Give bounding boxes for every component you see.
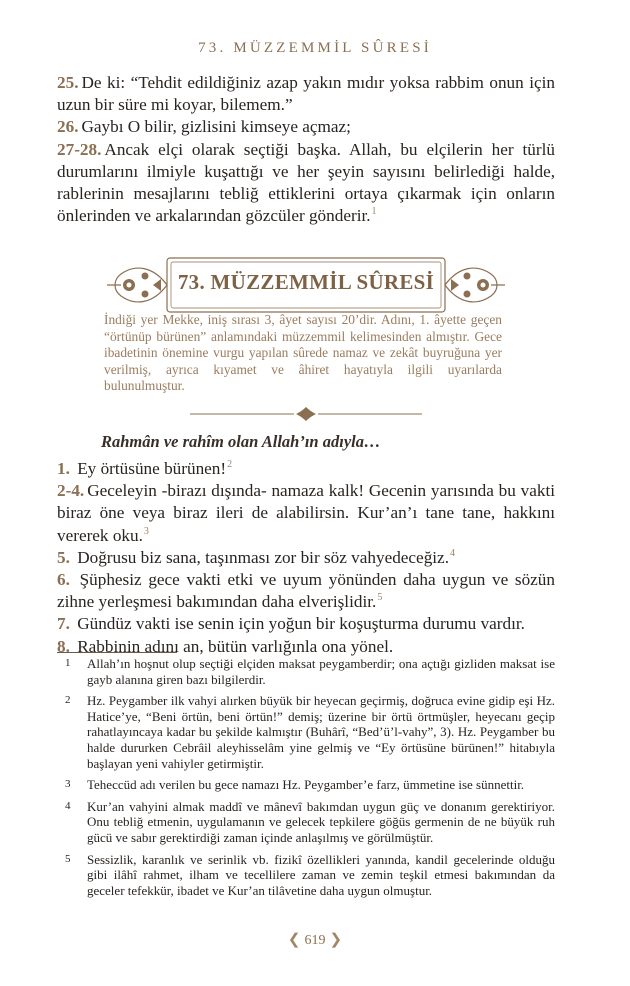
footnote-number: 2: [65, 694, 71, 707]
footnote-number: 1: [65, 657, 71, 669]
surah-intro: [104, 312, 502, 395]
verse-text: Geceleyin -birazı dışında- namaza kalk! Gecenin yarısında bu vakti biraz öne veya biraz ileri de alabilirsin. Kur’an’ı tane tane, hakkını vererek oku.: [57, 481, 555, 545]
footnote-ref: 2: [227, 459, 233, 471]
previous-surah-verses: [57, 72, 555, 227]
right-ornament-icon: ❯: [329, 932, 343, 948]
intro-text: İndiği yer Mekke, iniş sırası 3, âyet sayısı 20’dir. Adını, 1. âyette geçen “örtünüp bürünen” anlamındaki müzzemmil kelimesinden almıştır. Gece ibadetinin önemine vurgu yapılan sûrede namaz ve zekât buyruğuna yer verilmiş, ayrıca kıyamet ve âhiret hayatıyla ilgili uyarılarda bulunulmuştur.: [104, 312, 502, 394]
footnote: [57, 656, 555, 687]
verse-number: 25.: [57, 73, 79, 92]
verse-number: 6.: [57, 570, 70, 590]
left-ornament-icon: ❮: [287, 932, 301, 948]
footnote-text: Kur’an vahyini almak maddî ve mânevî bakımdan uygun güç ve donanım gerektiriyor. Onu tebliğ etmenin, uygulamanın ve gelecek tepkilere göğüs germenin de ne büyük ruh gücü ve sabır gerektirdiği zaman içinde anlaşılmış ve görülmüştür.: [87, 798, 555, 845]
footnote: [57, 693, 555, 771]
verse-text: Şüphesiz gece vakti etki ve uyum yönünden daha uygun ve sözün zihne yerleşmesi bakımından daha elverişlidir.: [57, 570, 555, 612]
verse-text: De ki: “Tehdit edildiğiniz azap yakın mıdır yoksa rabbim onun için uzun bir süre mi koyar, bilemem.”: [57, 73, 555, 115]
verse-number: 27-28.: [57, 139, 102, 159]
verse: [57, 116, 555, 138]
footnote-text: Allah’ın hoşnut olup seçtiği elçiden maksat peygamberdir; ona açtığı gizliden maksat ise gayb alanına giren bazı bilgilerdir.: [87, 656, 555, 687]
footnote-number: 4: [65, 799, 71, 812]
footnote: [57, 777, 555, 793]
footnote: [57, 799, 555, 846]
surah-title-banner: [105, 252, 507, 318]
verse-number: 7.: [57, 614, 70, 634]
running-head: 73. MÜZZEMMİL SÛRESİ: [198, 40, 432, 56]
verse: [57, 480, 555, 547]
footnote-number: 5: [65, 852, 71, 865]
footnote-text: Hz. Peygamber ilk vahyi alırken büyük bir heyecan geçirmiş, doğruca evine gidip eşi Hz. Hatice’ye, “Beni örtün, beni örtün!” demiş; üzerine bir örtü örtmüşler, heyecanı geçip rahatlayıncaya kadar bu şekilde kalmıştır (Buhârî, “Bed’ü’l-vahy”, 3). Hz. Peygamber bu halde dururken Cebrâil aleyhisselâm yine gelmiş ve “Ey örtüsüne bürünen!” hitabıyla başlayan yeni vahiyler getirmiştir.: [87, 693, 555, 771]
page-number: 619: [304, 933, 326, 948]
footnote: [57, 852, 555, 899]
verse-number: 8.: [57, 636, 70, 656]
footnote-number: 3: [65, 778, 71, 791]
surah-verses: [57, 458, 555, 658]
verse-number: 5.: [57, 547, 70, 567]
verse-text: Ey örtüsüne bürünen!: [77, 459, 227, 478]
verse-text: Gündüz vakti ise senin için yoğun bir koşuşturma durumu vardır.: [77, 614, 525, 634]
verse-text: Rabbinin adını an, bütün varlığınla ona yönel.: [77, 636, 394, 656]
footnote-ref: 4: [450, 548, 455, 560]
verse: [57, 636, 555, 658]
verse: [57, 569, 555, 613]
verse: [57, 458, 555, 480]
footnote-ref: 5: [377, 592, 383, 604]
footnote-separator: [57, 652, 177, 653]
verse-text: Doğrusu biz sana, taşınması zor bir söz vahyedeceğiz.: [77, 547, 449, 567]
footnotes: [57, 656, 555, 904]
verse: [57, 613, 555, 635]
verse-text: Gaybı O bilir, gizlisini kimseye açmaz;: [81, 117, 351, 137]
footnote-text: Teheccüd adı verilen bu gece namazı Hz. Peygamber’e farz, ümmetine ise sünnettir.: [87, 777, 525, 793]
verse-number: 2-4.: [57, 481, 85, 501]
divider-ornament-icon: [190, 405, 422, 423]
footnote-ref: 1: [371, 206, 377, 218]
page-number-container: [0, 930, 630, 949]
surah-title: 73. MÜZZEMMİL SÛRESİ: [177, 270, 435, 294]
basmala: Rahmân ve rahîm olan Allah’ın adıyla…: [101, 432, 381, 451]
footnote-text: Sessizlik, karanlık ve serinlik vb. fizikî özellikleri yanında, kandil gecelerinde olduğu gibi ilâhî rahmet, ilham ve tecellilere zaman ve zemin teşkil etmesi bakımından da geceler tefekkür, ibadet ve Kur’an tilâvetine daha uygun olmuştur.: [87, 851, 555, 898]
verse-text: Ancak elçi olarak seçtiği başka. Allah, bu elçilerin her türlü durumlarını ilmiyle kuşattığı ve her şeyin sayısını belirlediği halde, rablerinin mesajlarını tebliğ ettiklerini ortaya çıkarmak için onların önlerinden ve arkalarından gözcüler gönderir.: [57, 139, 555, 226]
verse-number: 1.: [57, 459, 70, 478]
verse: [57, 139, 555, 228]
verse-number: 26.: [57, 117, 79, 137]
verse: [57, 547, 555, 569]
footnote-ref: 3: [143, 525, 149, 537]
verse: [57, 72, 555, 116]
